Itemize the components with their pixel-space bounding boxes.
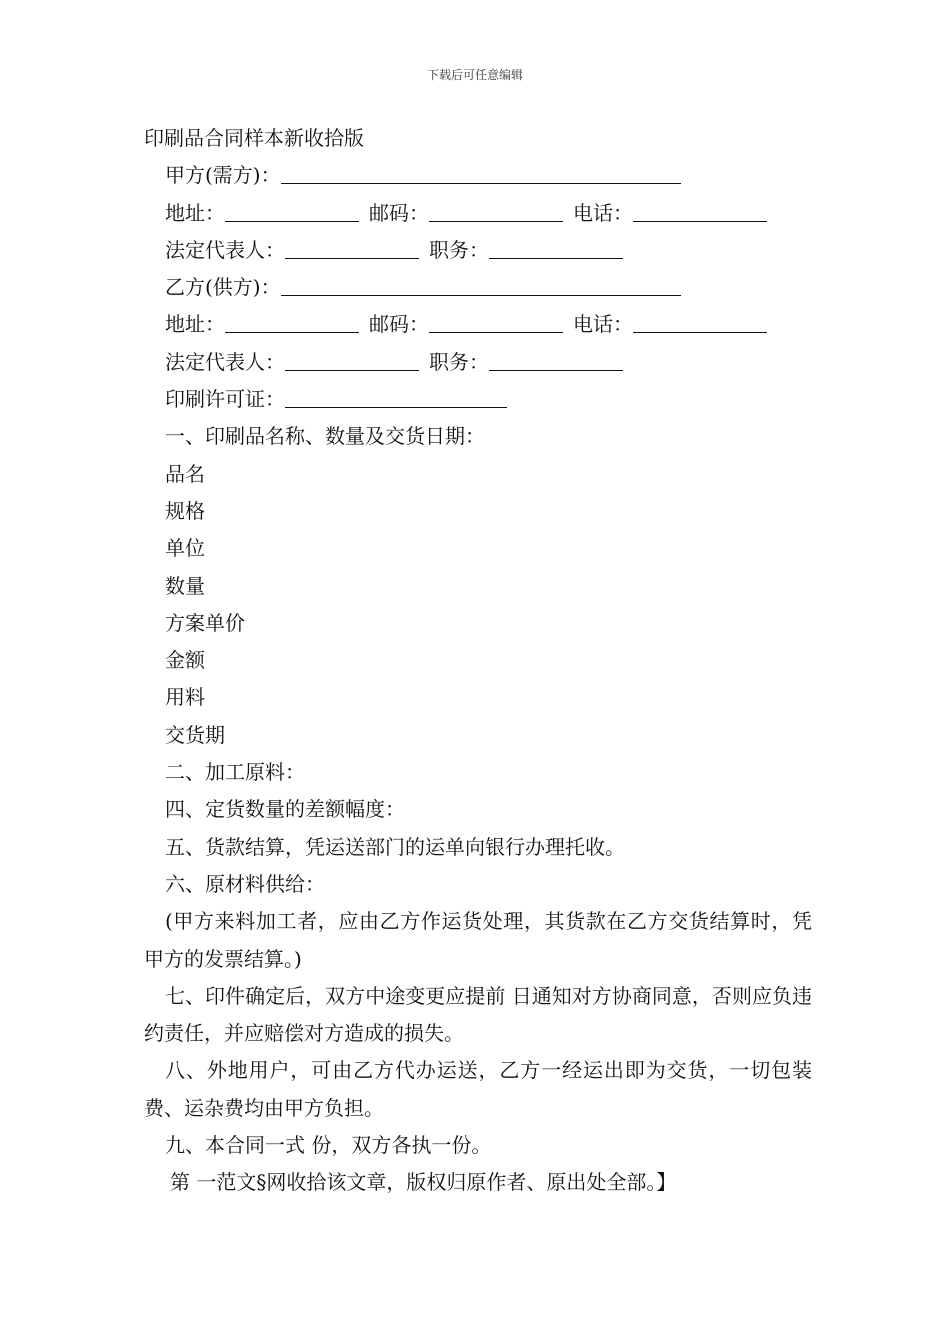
party-b-rep-blank <box>285 348 419 371</box>
party-a-postcode-label: 邮码： <box>369 200 429 225</box>
item-label: 品名 <box>165 461 205 486</box>
party-b-postcode-blank <box>429 310 563 333</box>
party-b-phone-blank <box>633 310 767 333</box>
section-2: 二、加工原料： <box>165 760 305 785</box>
party-b-address-line <box>144 306 812 343</box>
party-a-position-label: 职务： <box>429 237 489 262</box>
party-b-position-blank <box>489 348 623 371</box>
party-b-blank <box>281 273 681 296</box>
party-b-address-blank <box>225 310 359 333</box>
party-a-label: 甲方(需方)： <box>165 163 281 188</box>
party-b-line <box>144 269 812 306</box>
section-7: 七、印件确定后，双方中途变更应提前 日通知对方协商同意，否则应负违约责任，并应赔偿对方造成的损失。 <box>144 983 812 1046</box>
party-a-rep-blank <box>285 236 419 259</box>
party-a-address-line <box>144 195 812 232</box>
item-label: 数量 <box>165 573 205 598</box>
section-1: 一、印刷品名称、数量及交货日期： <box>165 424 485 449</box>
section-8: 八、外地用户，可由乙方代办运送，乙方一经运出即为交货，一切包装费、运杂费均由甲方负担。 <box>144 1058 812 1120</box>
page-header: 下载后可任意编辑 <box>426 68 523 82</box>
party-b-position-label: 职务： <box>429 349 489 374</box>
party-a-address-label: 地址： <box>165 200 225 225</box>
party-a-blank <box>281 161 681 184</box>
party-b-rep-label: 法定代表人： <box>165 349 285 374</box>
item-label: 交货期 <box>165 722 225 747</box>
party-a-address-blank <box>225 199 359 222</box>
party-a-phone-blank <box>633 199 767 222</box>
item-label: 金额 <box>165 648 205 673</box>
party-a-rep-line <box>144 232 812 269</box>
section-5: 五、货款结算，凭运送部门的运单向银行办理托收。 <box>165 834 625 859</box>
section-6: 六、原材料供给： <box>165 871 325 896</box>
item-label: 规格 <box>165 498 205 523</box>
license-line <box>144 381 812 418</box>
party-b-label: 乙方(供方)： <box>165 275 281 300</box>
party-b-phone-label: 电话： <box>573 312 633 337</box>
party-a-rep-label: 法定代表人： <box>165 237 285 262</box>
footer-note: 第 一范文§网收拾该文章，版权归原作者、原出处全部。】 <box>170 1170 677 1195</box>
section-9: 九、本合同一式 份，双方各执一份。 <box>165 1133 492 1158</box>
party-b-rep-line <box>144 344 812 381</box>
party-a-postcode-blank <box>429 199 563 222</box>
item-label: 用料 <box>165 685 205 710</box>
license-blank <box>285 385 507 408</box>
section-6-note: (甲方来料加工者，应由乙方作运货处理，其货款在乙方交货结算时，凭甲方的发票结算。) <box>144 909 812 971</box>
item-label: 单位 <box>165 536 205 561</box>
party-b-address-label: 地址： <box>165 312 225 337</box>
document-body <box>144 120 812 1202</box>
document-title: 印刷品合同样本新收拾版 <box>144 126 364 150</box>
party-b-postcode-label: 邮码： <box>369 312 429 337</box>
license-label: 印刷许可证： <box>165 387 285 412</box>
party-a-position-blank <box>489 236 623 259</box>
party-a-phone-label: 电话： <box>573 200 633 225</box>
item-label: 方案单价 <box>165 610 245 635</box>
party-a-line <box>144 157 812 194</box>
section-4: 四、定货数量的差额幅度： <box>165 797 405 822</box>
